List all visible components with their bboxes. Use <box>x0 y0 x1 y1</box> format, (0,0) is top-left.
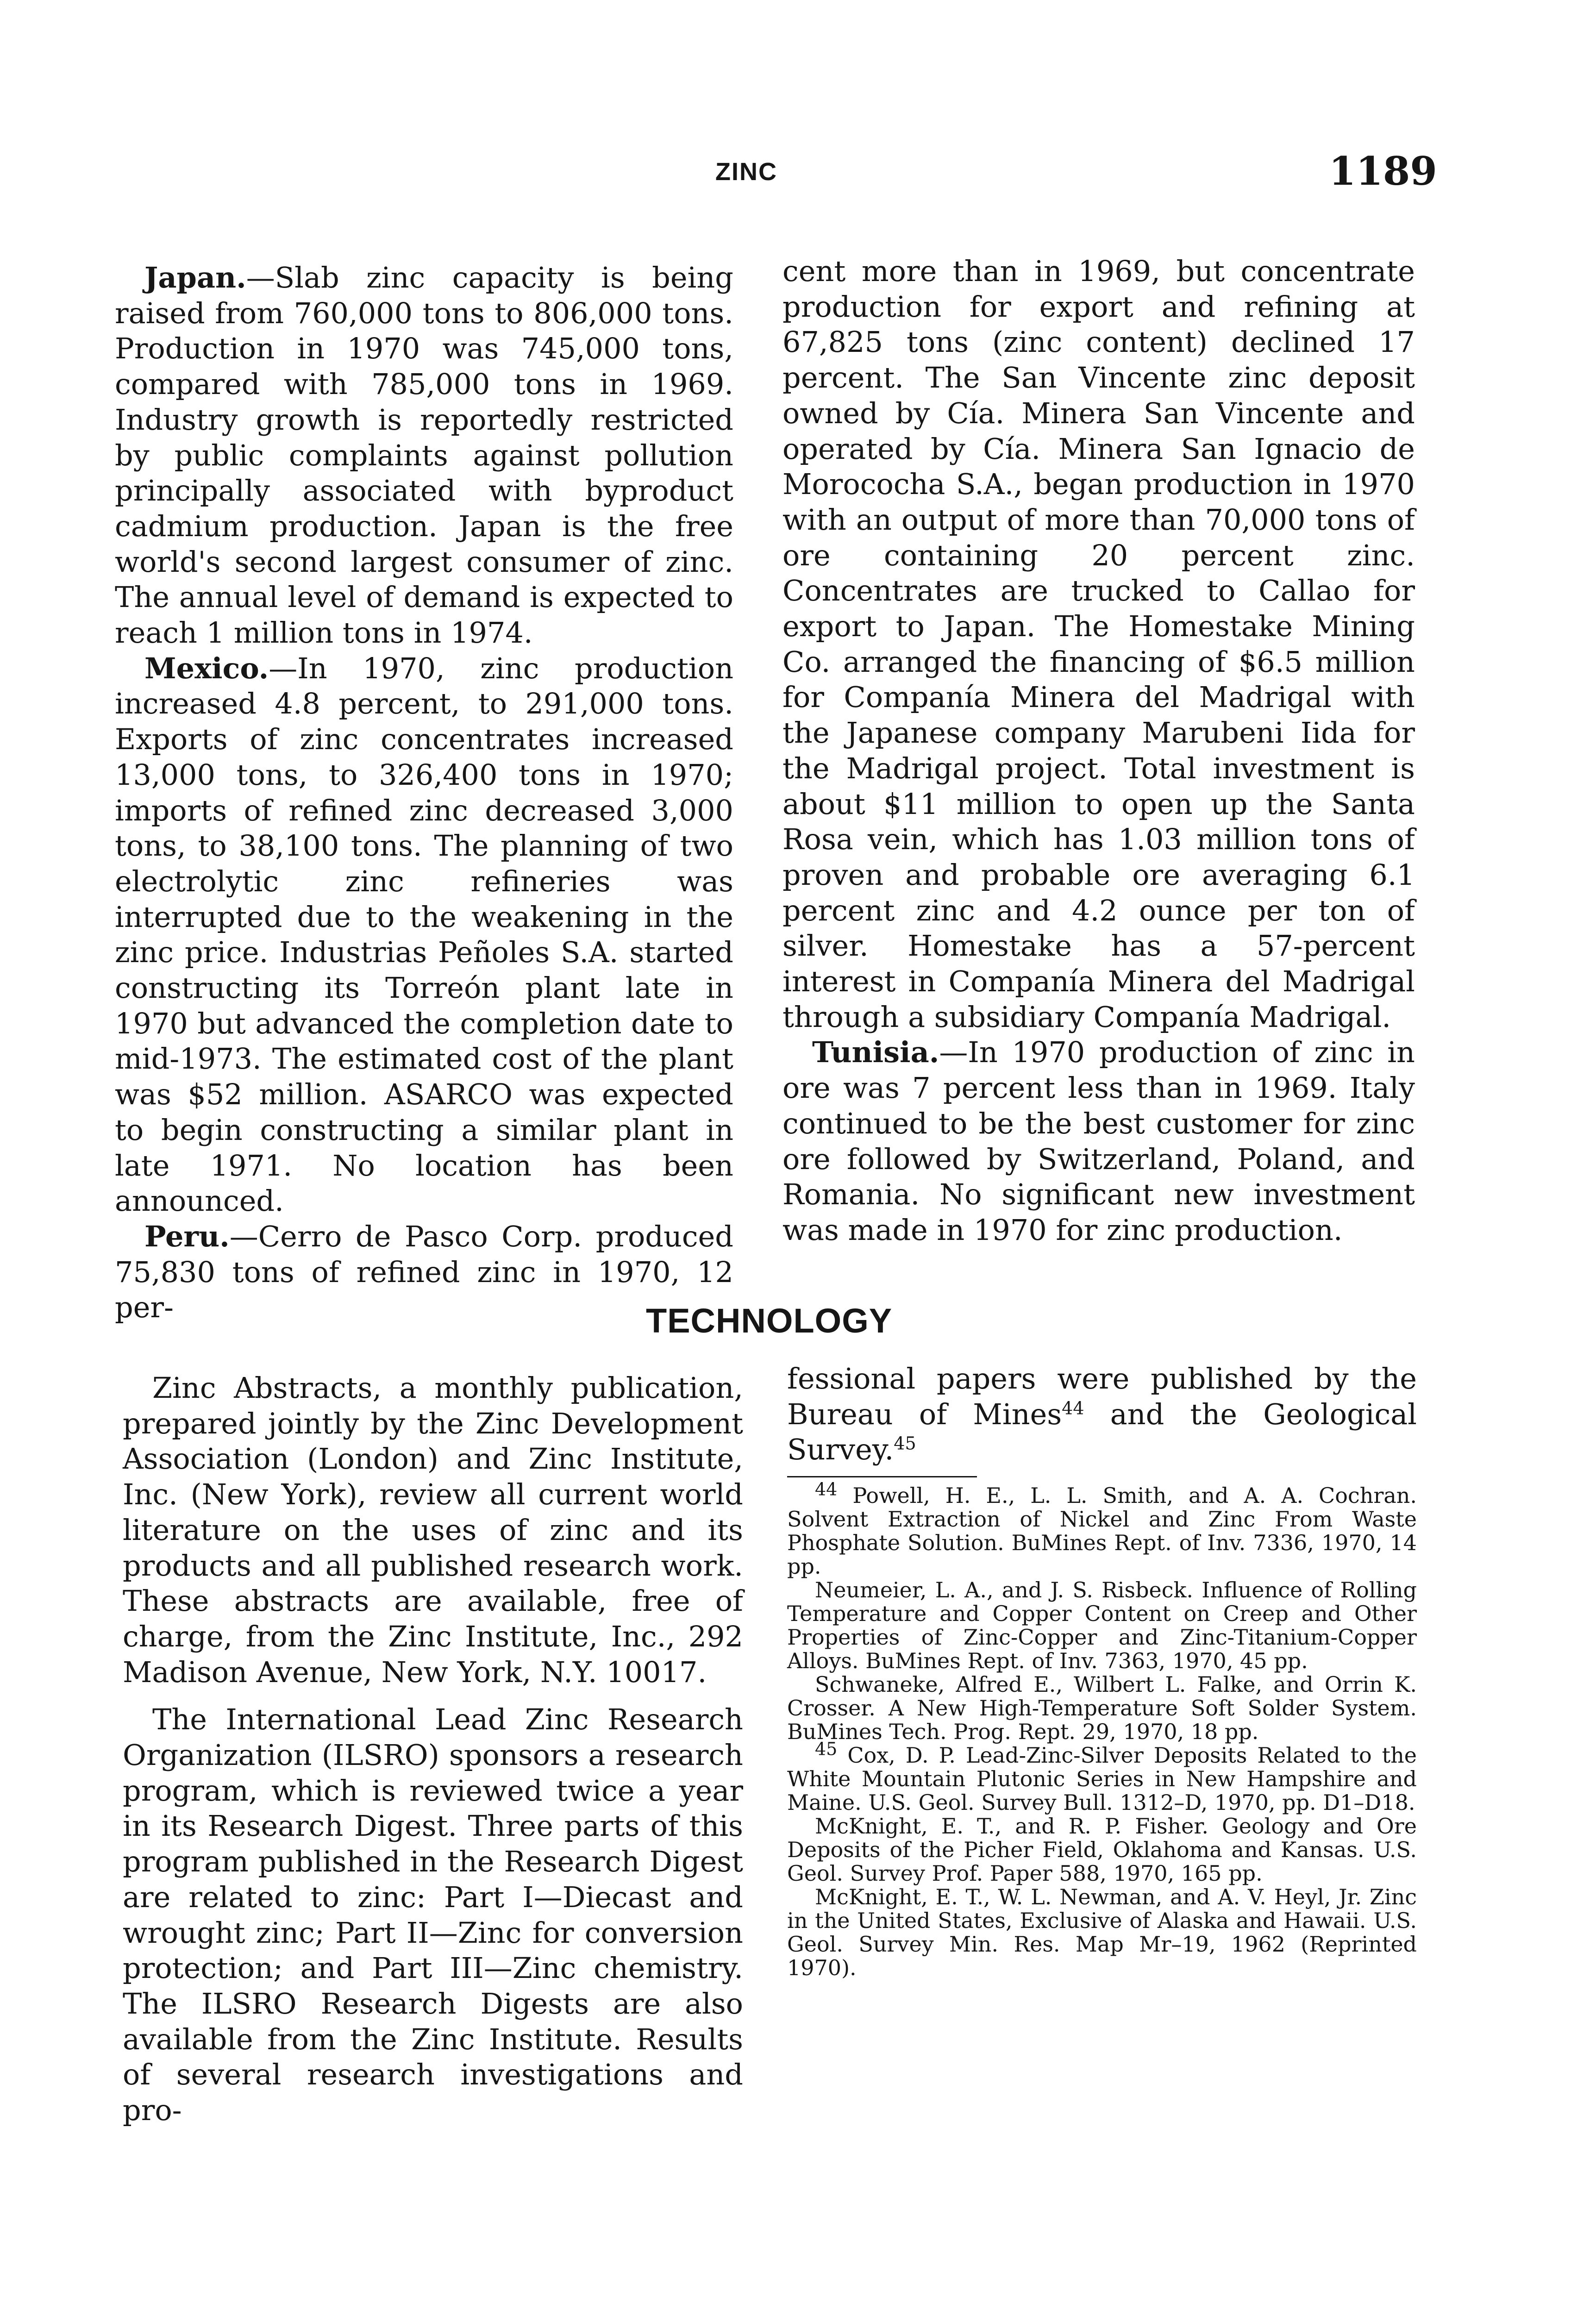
text-mexico: —In 1970, zinc production increased 4.8 percent, to 291,000 tons. Exports of zinc concentrates increased 13,000 tons, to 326,400 tons in 1970; imports of refined zinc decreased 3,000 tons, to 38,100 tons. The planning of two electrolytic zinc refineries was interrupted due to the weakening in the zinc price. Industrias Peñoles S.A. started constructing its Torreón plant late in 1970 but advanced the completion date to mid-1973. The estimated cost of the plant was $52 million. ASARCO was expected to begin constructing a similar plant in late 1971. No location has been announced. <box>115 651 733 1218</box>
paragraph-tunisia <box>782 1035 1415 1248</box>
paragraph-mexico <box>115 651 733 1219</box>
footnote-marker: 44 <box>815 1479 838 1500</box>
text-japan: —Slab zinc capacity is being raised from 760,000 tons to 806,000 tons. Production in 1970 was 745,000 tons, compared with 785,000 tons in 1969. Industry growth is reportedly restricted by public complaints against pollution principally associated with byproduct cadmium production. Japan is the free world's second largest consumer of zinc. The annual level of demand is expected to reach 1 million tons in 1974. <box>115 261 733 650</box>
left-column-countries <box>115 260 733 1326</box>
footnote-marker: 45 <box>815 1739 838 1759</box>
footnote <box>787 1578 1417 1673</box>
footnotes <box>787 1479 1417 1981</box>
footnote <box>787 1673 1417 1744</box>
footnote <box>787 1479 1417 1579</box>
paragraph-peru-continued: cent more than in 1969, but concentrate production for export and refining at 67,825 tons (zinc content) declined 17 percent. The San Vincente zinc deposit owned by Cía. Minera San Vincente and operated by Cía. Minera San Ignacio de Morococha S.A., began production in 1970 with an output of more than 70,000 tons of ore containing 20 percent zinc. Concentrates are trucked to Callao for export to Japan. The Homestake Mining Co. arranged the financing of $6.5 million for Companía Minera del Madrigal with the Japanese company Marubeni Iida for the Madrigal project. Total investment is about $11 million to open up the Santa Rosa vein, which has 1.03 million tons of proven and probable ore averaging 6.1 percent zinc and 4.2 ounce per ton of silver. Homestake has a 57-percent interest in Companía Minera del Madrigal through a subsidiary Companía Madrigal. <box>782 254 1415 1034</box>
paragraph-zinc-abstracts: Zinc Abstracts, a monthly publication, prepared jointly by the Zinc Development Association (London) and Zinc Institute, Inc. (New York), review all current world literature on the uses of zinc and its products and all published research work. These abstracts are available, free of charge, from the Zinc Institute, Inc., 292 Madison Avenue, New York, N.Y. 10017. <box>123 1371 743 1689</box>
footnote-text: Powell, H. E., L. L. Smith, and A. A. Cochran. Solvent Extraction of Nickel and Zinc From Waste Phosphate Solution. BuMines Rept. of Inv. 7336, 1970, 14 pp. <box>787 1483 1417 1579</box>
footnote-ref-45: 45 <box>894 1433 916 1454</box>
paragraph-japan <box>115 260 733 651</box>
footnote-text: Neumeier, L. A., and J. S. Risbeck. Influence of Rolling Temperature and Copper Content on Creep and Other Properties of Zinc-Copper and Zinc-Titanium-Copper Alloys. BuMines Rept. of Inv. 7363, 1970, 45 pp. <box>787 1577 1417 1674</box>
right-column-technology <box>787 1361 1417 1980</box>
running-header: ZINC <box>715 158 777 186</box>
text-ilzro-continued-b: and the Geological Survey. <box>787 1397 1417 1467</box>
paragraph-peru <box>115 1219 733 1326</box>
left-column-technology <box>123 1370 743 2128</box>
lead-mexico: Mexico. <box>144 651 269 685</box>
page-number: 1189 <box>1329 148 1437 194</box>
paragraph-ilzro-continued <box>787 1361 1417 1468</box>
footnote-ref-44: 44 <box>1062 1398 1084 1419</box>
footnote-text: McKnight, E. T., and R. P. Fisher. Geology and Ore Deposits of the Picher Field, Oklahoma and Kansas. U.S. Geol. Survey Prof. Paper 588, 1970, 165 pp. <box>787 1814 1417 1886</box>
text-tunisia: —In 1970 production of zinc in ore was 7 percent less than in 1969. Italy continued to be the best customer for zinc ore followed by Switzerland, Poland, and Romania. No significant new investment was made in 1970 for zinc production. <box>782 1035 1415 1247</box>
lead-tunisia: Tunisia. <box>812 1035 939 1070</box>
footnote <box>787 1814 1417 1885</box>
text-ilzro-continued-a: fessional papers were published by the Bureau of Mines <box>787 1362 1417 1431</box>
footnote-text: McKnight, E. T., W. L. Newman, and A. V. Heyl, Jr. Zinc in the United States, Exclusive of Alaska and Hawaii. U.S. Geol. Survey Min. Res. Map Mr–19, 1962 (Reprinted 1970). <box>787 1884 1417 1981</box>
footnote <box>787 1739 1417 1815</box>
lead-peru: Peru. <box>144 1219 230 1253</box>
text-peru-part1: —Cerro de Pasco Corp. produced 75,830 tons of refined zinc in 1970, 12 per- <box>115 1219 733 1325</box>
footnote-text: Schwaneke, Alfred E., Wilbert L. Falke, and Orrin K. Crosser. A New High-Temperature Soft Solder System. BuMines Tech. Prog. Rept. 29, 1970, 18 pp. <box>787 1672 1417 1745</box>
footnote <box>787 1885 1417 1980</box>
section-heading-technology: TECHNOLOGY <box>646 1301 893 1340</box>
lead-japan: Japan. <box>144 261 246 294</box>
footnote-text: Cox, D. P. Lead-Zinc-Silver Deposits Related to the White Mountain Plutonic Series in New Hampshire and Maine. U.S. Geol. Survey Bull. 1312–D, 1970, pp. D1–D18. <box>787 1743 1417 1815</box>
footnote-divider <box>787 1476 977 1477</box>
right-column-countries <box>782 254 1415 1248</box>
paragraph-ilzro: The International Lead Zinc Research Organization (ILSRO) sponsors a research program, which is reviewed twice a year in its Research Digest. Three parts of this program published in the Research Digest are related to zinc: Part I—Diecast and wrought zinc; Part II—Zinc for conversion protection; and Part III—Zinc chemistry. The ILSRO Research Digests are also available from the Zinc Institute. Results of several research investigations and pro- <box>123 1702 743 2127</box>
